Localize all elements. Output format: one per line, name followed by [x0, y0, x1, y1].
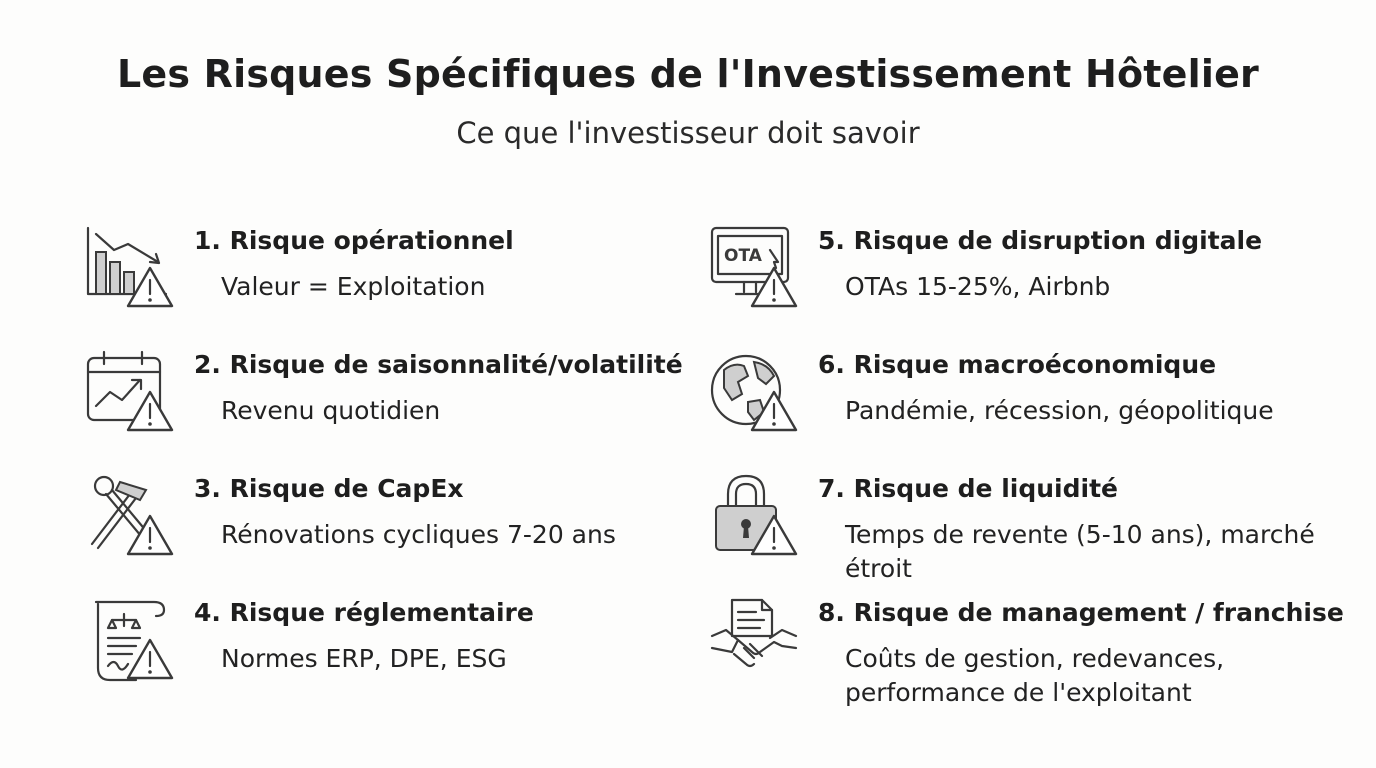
risk-description: Pandémie, récession, géopolitique [845, 396, 1274, 425]
risk-description: Coûts de gestion, redevances, performance de l'exploitant [845, 644, 1225, 707]
risk-heading: 8. Risque de management / franchise [818, 598, 1344, 627]
padlock-icon [708, 472, 800, 564]
risk-description: OTAs 15-25%, Airbnb [845, 272, 1111, 301]
risk-heading: 2. Risque de saisonnalité/volatilité [194, 350, 683, 379]
risk-heading: 3. Risque de CapEx [194, 474, 464, 503]
risk-item-macroeconomic [708, 348, 1348, 478]
risk-description: Rénovations cycliques 7-20 ans [221, 520, 616, 549]
risk-item-operational [84, 224, 724, 354]
risk-item-seasonality [84, 348, 724, 478]
risk-heading: 4. Risque réglementaire [194, 598, 534, 627]
hammer-wrench-icon [84, 472, 176, 564]
risk-heading: 7. Risque de liquidité [818, 474, 1118, 503]
calendar-trend-icon [84, 348, 176, 440]
risk-heading: 5. Risque de disruption digitale [818, 226, 1263, 255]
risk-item-digital [708, 224, 1348, 354]
page-subtitle: Ce que l'investisseur doit savoir [456, 116, 920, 150]
ota-label: OTA [724, 246, 762, 266]
declining-bar-chart-icon [84, 224, 176, 316]
risk-description: Valeur = Exploitation [221, 272, 486, 301]
handshake-contract-icon [708, 596, 800, 688]
legal-scroll-icon [84, 596, 176, 688]
risk-item-liquidity [708, 472, 1348, 602]
risk-item-regulatory [84, 596, 724, 726]
risk-description: Normes ERP, DPE, ESG [221, 644, 507, 673]
page-title: Les Risques Spécifiques de l'Investissement Hôtelier [117, 52, 1259, 96]
risk-heading: 1. Risque opérationnel [194, 226, 514, 255]
globe-icon [708, 348, 800, 440]
risk-description: Temps de revente (5-10 ans), marché étroit [845, 520, 1315, 583]
risk-description: Revenu quotidien [221, 396, 441, 425]
risk-item-management [708, 596, 1348, 726]
ota-monitor-icon [708, 224, 800, 316]
risk-heading: 6. Risque macroéconomique [818, 350, 1217, 379]
risk-item-capex [84, 472, 724, 602]
